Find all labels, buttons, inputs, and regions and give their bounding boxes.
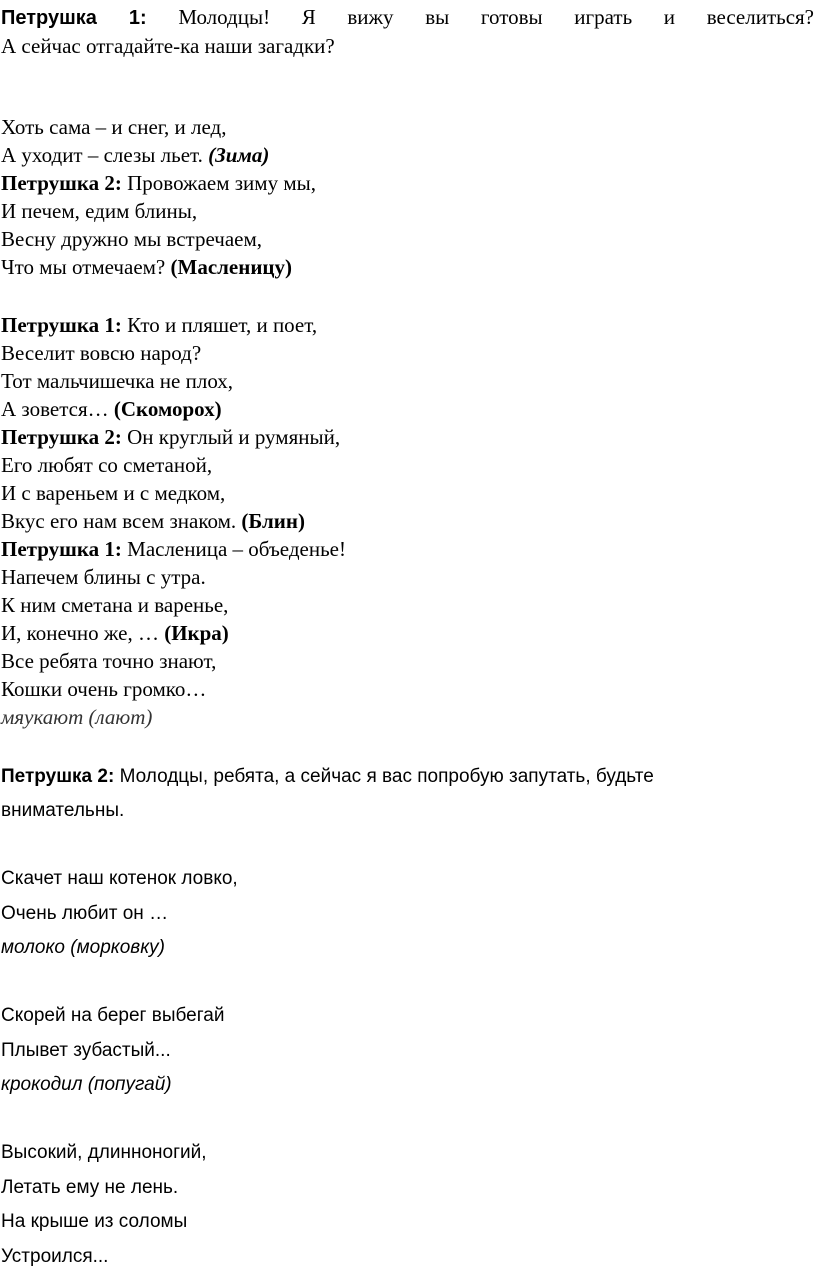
intro-line-1 <box>1 3 814 32</box>
riddle-line <box>1 253 814 281</box>
riddle-line: Кошки очень громко… <box>1 677 207 701</box>
riddle-line <box>1 507 814 535</box>
riddle-text: Вкус его нам всем знаком. <box>1 509 237 533</box>
riddle-answer: (Скоморох) <box>113 397 222 421</box>
question-line: Скачет наш котенок ловко, <box>1 868 238 889</box>
riddle-line: Все ребята точно знают, <box>1 649 217 673</box>
question-line: Высокий, длинноногий, <box>1 1142 207 1163</box>
riddle-text: Масленица – объеденье! <box>127 537 346 561</box>
speaker-label: Петрушка 2: <box>1 766 115 787</box>
riddle-answer: (Икра) <box>164 621 229 645</box>
riddles-block-2 <box>1 311 814 731</box>
intro-text-1: Молодцы! Я вижу вы готовы играть и веселиться? <box>178 5 815 29</box>
riddle-line: Напечем блины с утра. <box>1 565 206 589</box>
riddle-answer: (Зима) <box>208 143 270 167</box>
speaker-label: Петрушка 2: <box>1 171 122 195</box>
question-line: Летать ему не лень. <box>1 1176 179 1198</box>
riddle-line: Веселит вовсю народ? <box>1 341 202 365</box>
game-intro-line-1 <box>1 760 814 794</box>
question-line: Плывет зубастый... <box>1 1039 171 1061</box>
speaker-label: Петрушка 1: <box>1 7 147 29</box>
game-question-3 <box>1 1136 814 1274</box>
game-question-1 <box>1 862 814 966</box>
riddle-line <box>1 311 814 339</box>
riddle-text: Кто и пляшет, и поет, <box>127 313 318 337</box>
riddle-line: К ним сметана и варенье, <box>1 593 229 617</box>
riddles-block-1 <box>1 113 814 281</box>
game-question-2 <box>1 999 814 1103</box>
riddle-text: И, конечно же, … <box>1 621 159 645</box>
intro-line-2: А сейчас отгадайте-ка наши загадки? <box>1 34 335 58</box>
speaker-label: Петрушка 2: <box>1 425 122 449</box>
riddle-text: А зовется… <box>1 397 109 421</box>
riddle-line <box>1 141 814 169</box>
game-intro-line-2: внимательны. <box>1 800 125 821</box>
question-answer: молоко (морковку) <box>1 937 166 958</box>
riddle-answer: мяукают (лают) <box>1 705 153 729</box>
riddle-line: Тот мальчишечка не плох, <box>1 369 234 393</box>
riddle-line: Весну дружно мы встречаем, <box>1 227 263 251</box>
riddle-text: Он круглый и румяный, <box>127 425 341 449</box>
question-line: На крыше из соломы <box>1 1211 188 1232</box>
riddle-line <box>1 169 814 197</box>
riddle-answer: (Блин) <box>241 509 305 533</box>
riddle-line <box>1 535 814 563</box>
riddle-line <box>1 395 814 423</box>
question-answer: крокодил (попугай) <box>1 1074 172 1095</box>
game-intro <box>1 760 814 828</box>
intro-paragraph <box>1 3 814 60</box>
question-line: Очень любит он … <box>1 902 169 924</box>
riddle-answer: (Масленицу) <box>170 255 293 279</box>
riddle-line: Его любят со сметаной, <box>1 453 213 477</box>
speaker-label: Петрушка 1: <box>1 313 122 337</box>
riddle-text: А уходит – слезы льет. <box>1 143 203 167</box>
riddle-line: И с вареньем и с медком, <box>1 481 226 505</box>
riddle-text: Что мы отмечаем? <box>1 255 166 279</box>
question-line: Скорей на берег выбегай <box>1 1005 225 1026</box>
speaker-label: Петрушка 1: <box>1 537 122 561</box>
game-intro-text: Молодцы, ребята, а сейчас я вас попробую запутать, будьте <box>119 766 654 787</box>
riddle-line: Хоть сама – и снег, и лед, <box>1 115 227 139</box>
riddle-line: И печем, едим блины, <box>1 199 198 223</box>
riddle-text: Провожаем зиму мы, <box>127 171 316 195</box>
question-line: Устроился... <box>1 1245 109 1267</box>
riddle-line <box>1 619 814 647</box>
riddle-line <box>1 423 814 451</box>
